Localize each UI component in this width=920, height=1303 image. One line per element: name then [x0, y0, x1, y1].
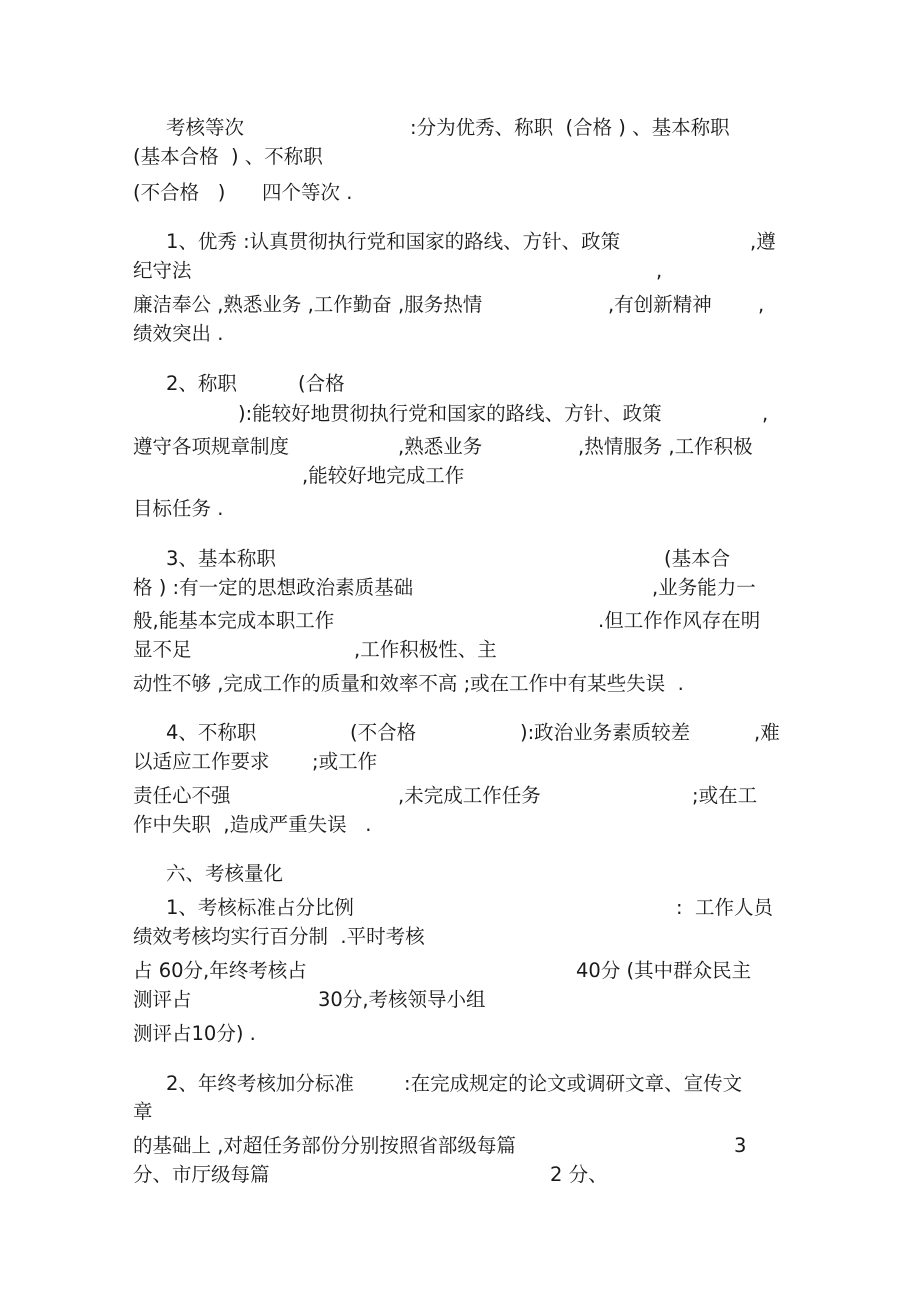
text-line: 廉洁奉公 ,熟悉业务 ,工作勤奋 ,服务热情 — [133, 293, 483, 316]
text-line: 绩效突出 . — [133, 322, 224, 345]
text-line: 占 60分,年终考核占 — [133, 959, 307, 982]
text-line: , — [758, 293, 765, 316]
text-line: 纪守法 — [133, 259, 192, 282]
text-line: , — [656, 259, 663, 282]
text-line: 绩效考核均实行百分制 .平时考核 — [133, 925, 425, 948]
text-line: (基本合 — [664, 547, 731, 570]
text-line: 考核等次 — [166, 116, 245, 139]
text-line: , — [762, 402, 769, 425]
text-line: 2、称职 — [166, 372, 237, 395]
text-line: ;或在工 — [692, 784, 758, 807]
text-line: (不合格 ) — [133, 181, 226, 204]
text-line: 4、不称职 — [166, 721, 257, 744]
text-line: 1、考核标准占分比例 — [166, 896, 354, 919]
text-line: ,难 — [754, 721, 780, 744]
text-line: :在完成规定的论文或调研文章、宣传文 — [404, 1072, 743, 1095]
text-line: 2、年终考核加分标准 — [166, 1072, 354, 1095]
text-line: 1、优秀 :认真贯彻执行党和国家的路线、方针、政策 — [166, 230, 621, 253]
text-line: 以适应工作要求 — [133, 750, 270, 773]
text-line: ):政治业务素质较差 — [520, 721, 691, 744]
text-line: ,熟悉业务 — [398, 435, 483, 458]
text-line: 作中失职 ,造成严重失误 . — [133, 813, 372, 836]
text-line: ,热情服务 ,工作积极 — [578, 435, 753, 458]
text-line: 责任心不强 — [133, 784, 231, 807]
text-line: 2 分、 — [550, 1163, 608, 1186]
text-line: 般,能基本完成本职工作 — [133, 609, 335, 632]
text-line: ,业务能力一 — [652, 576, 756, 599]
text-line: ,有创新精神 — [608, 293, 712, 316]
text-line: (合格 — [298, 372, 345, 395]
text-line: 30分,考核领导小组 — [318, 988, 486, 1011]
text-line: ,未完成工作任务 — [398, 784, 541, 807]
text-line: .但工作作风存在明 — [598, 609, 761, 632]
text-line: 3 — [734, 1134, 747, 1157]
text-line: 目标任务 . — [133, 497, 224, 520]
text-line: ,能较好地完成工作 — [302, 464, 465, 487]
text-line: 遵守各项规章制度 — [133, 435, 290, 458]
text-line: ,工作积极性、主 — [354, 638, 497, 661]
text-line: 分、市厅级每篇 — [133, 1163, 270, 1186]
text-line: 显不足 — [133, 638, 192, 661]
text-line: : 工作人员 — [676, 896, 773, 919]
text-line: 章 — [133, 1100, 153, 1123]
text-line: ):能较好地贯彻执行党和国家的路线、方针、政策 — [238, 402, 662, 425]
text-line: ,遵 — [750, 230, 776, 253]
text-line: 动性不够 ,完成工作的质量和效率不高 ;或在工作中有某些失误 . — [133, 672, 684, 695]
text-line: 测评占 — [133, 988, 192, 1011]
text-line: (不合格 — [350, 721, 417, 744]
text-line: 测评占10分) . — [133, 1022, 256, 1045]
text-line: 3、基本称职 — [166, 547, 276, 570]
text-line: (基本合格 ) 、不称职 — [133, 145, 323, 168]
text-line: 格 ) :有一定的思想政治素质基础 — [133, 576, 414, 599]
text-line: ;或工作 — [312, 750, 378, 773]
text-line: 的基础上 ,对超任务部份分别按照省部级每篇 — [133, 1134, 516, 1157]
text-line: 四个等次 . — [262, 181, 353, 204]
text-line: 40分 (其中群众民主 — [576, 959, 752, 982]
text-line: :分为优秀、称职 (合格 ) 、基本称职 — [410, 116, 730, 139]
section-heading: 六、考核量化 — [166, 862, 284, 885]
